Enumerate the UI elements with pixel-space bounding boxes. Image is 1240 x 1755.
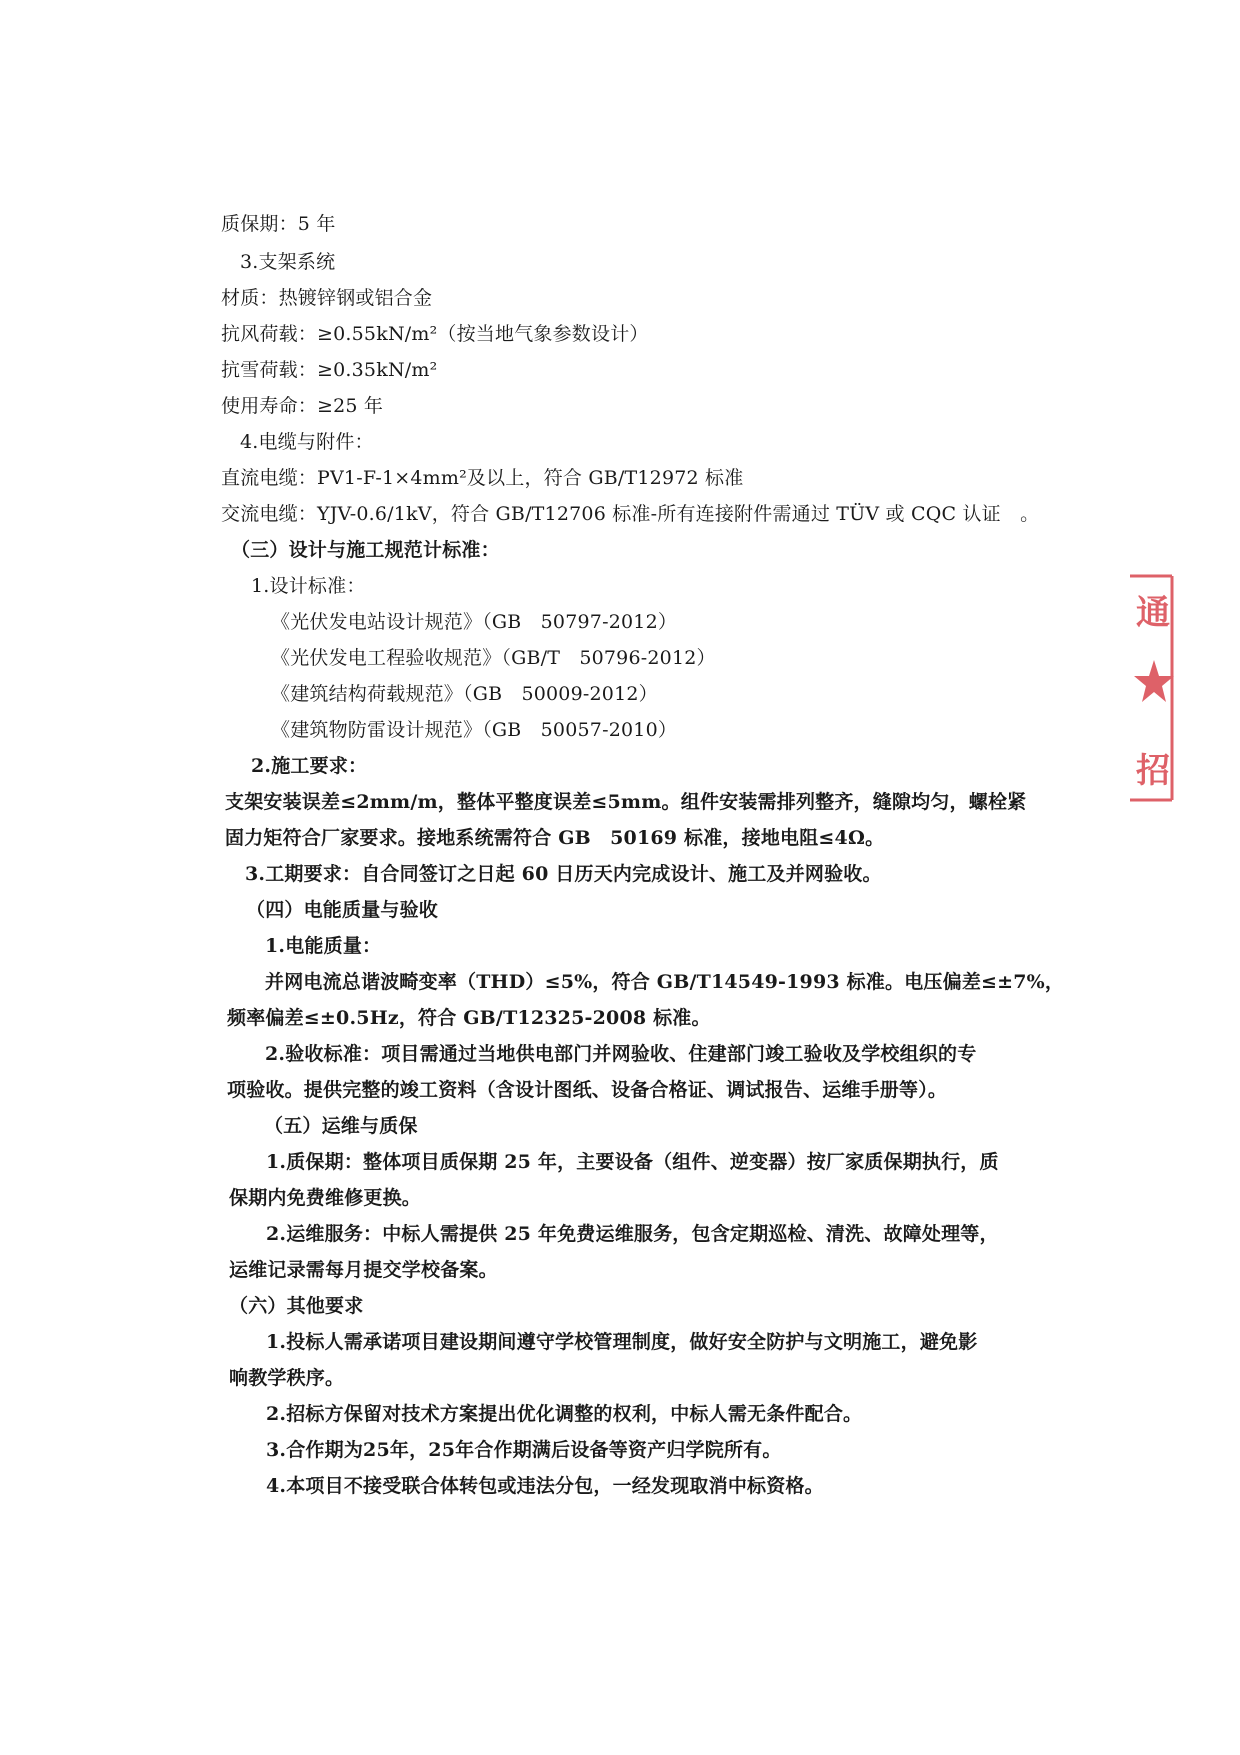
mounting-system-heading: 3.支架系统 bbox=[240, 251, 336, 273]
svg-text:招: 招 bbox=[1136, 751, 1170, 791]
warranty-text-1: 1.质保期：整体项目质保期 25 年，主要设备（组件、逆变器）按厂家质保期执行，质 bbox=[266, 1151, 999, 1173]
other-requirement-2: 2.招标方保留对技术方案提出优化调整的权利，中标人需无条件配合。 bbox=[266, 1403, 863, 1425]
warranty-text-2: 保期内免费维修更换。 bbox=[229, 1187, 422, 1209]
power-quality-text-2: 频率偏差≤±0.5Hz，符合 GB/T12325-2008 标准。 bbox=[227, 1007, 711, 1029]
cables-heading: 4.电缆与附件： bbox=[240, 431, 374, 453]
standard-item-4: 《建筑物防雷设计规范》（GB 50057-2010） bbox=[271, 719, 678, 741]
ac-cable-line: 交流电缆：YJV-0.6/1kV，符合 GB/T12706 标准-所有连接附件需通过 TÜV 或 CQC 认证 。 bbox=[221, 503, 1040, 525]
material-line: 材质：热镀锌钢或铝合金 bbox=[221, 287, 433, 309]
section-6-heading: （六）其他要求 bbox=[229, 1295, 364, 1317]
section-3-heading: （三）设计与施工规范计标准： bbox=[231, 539, 500, 561]
service-life-line: 使用寿命：≥25 年 bbox=[221, 395, 384, 417]
standard-item-3: 《建筑结构荷载规范》（GB 50009-2012） bbox=[271, 683, 658, 705]
wind-load-line: 抗风荷载：≥0.55kN/m²（按当地气象参数设计） bbox=[221, 323, 649, 345]
standard-item-2: 《光伏发电工程验收规范》（GB/T 50796-2012） bbox=[271, 647, 716, 669]
standard-item-1: 《光伏发电站设计规范》（GB 50797-2012） bbox=[271, 611, 678, 633]
maintenance-service-text-2: 运维记录需每月提交学校备案。 bbox=[229, 1259, 498, 1281]
other-requirement-1-text-1: 1.投标人需承诺项目建设期间遵守学校管理制度，做好安全防护与文明施工，避免影 bbox=[266, 1331, 978, 1353]
design-standards-heading: 1.设计标准： bbox=[251, 575, 366, 597]
other-requirement-4: 4.本项目不接受联合体转包或违法分包，一经发现取消中标资格。 bbox=[266, 1475, 824, 1497]
other-requirement-3: 3.合作期为25年，25年合作期满后设备等资产归学院所有。 bbox=[266, 1439, 782, 1461]
construction-requirements-text-2: 固力矩符合厂家要求。接地系统需符合 GB 50169 标准，接地电阻≤4Ω。 bbox=[225, 827, 885, 849]
power-quality-text-1: 并网电流总谐波畸变率（THD）≤5%，符合 GB/T14549-1993 标准。电压偏差≤±7%， bbox=[265, 971, 1065, 993]
section-5-heading: （五）运维与质保 bbox=[264, 1115, 418, 1137]
dc-cable-line: 直流电缆：PV1-F-1×4mm²及以上，符合 GB/T12972 标准 bbox=[221, 467, 744, 489]
other-requirement-1-text-2: 响教学秩序。 bbox=[229, 1367, 345, 1389]
warranty-period-line: 质保期：5 年 bbox=[221, 213, 336, 235]
power-quality-heading: 1.电能质量： bbox=[265, 935, 382, 957]
construction-requirements-heading: 2.施工要求： bbox=[251, 755, 368, 777]
acceptance-standards-text-1: 2.验收标准：项目需通过当地供电部门并网验收、住建部门竣工验收及学校组织的专 bbox=[265, 1043, 977, 1065]
maintenance-service-text-1: 2.运维服务：中标人需提供 25 年免费运维服务，包含定期巡检、清洗、故障处理等， bbox=[266, 1223, 999, 1245]
schedule-requirements-line: 3.工期要求：自合同签订之日起 60 日历天内完成设计、施工及并网验收。 bbox=[245, 863, 882, 885]
acceptance-standards-text-2: 项验收。提供完整的竣工资料（含设计图纸、设备合格证、调试报告、运维手册等）。 bbox=[227, 1079, 948, 1101]
snow-load-line: 抗雪荷载：≥0.35kN/m² bbox=[221, 359, 438, 381]
section-4-heading: （四）电能质量与验收 bbox=[246, 899, 439, 921]
seam-seal-stamp bbox=[1128, 572, 1174, 804]
svg-text:通: 通 bbox=[1136, 593, 1170, 633]
construction-requirements-text-1: 支架安装误差≤2mm/m，整体平整度误差≤5mm。组件安装需排列整齐，缝隙均匀，螺栓紧 bbox=[225, 791, 1027, 813]
